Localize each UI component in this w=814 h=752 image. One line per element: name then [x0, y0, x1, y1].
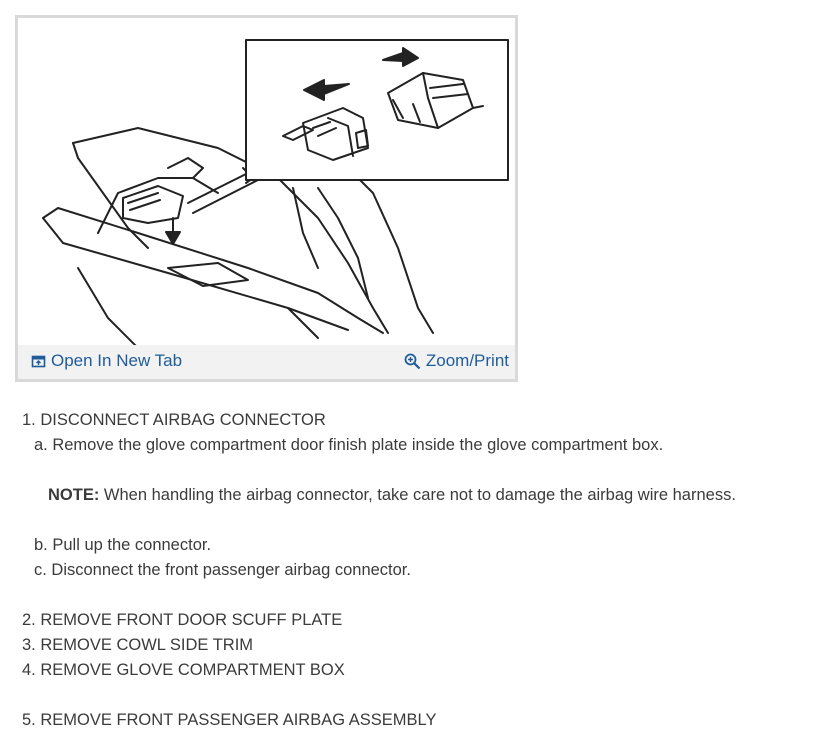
step-3: 3. REMOVE COWL SIDE TRIM: [22, 636, 254, 654]
zoom-icon: [404, 353, 421, 370]
open-in-new-tab-label: Open In New Tab: [51, 351, 183, 370]
step-2: 2. REMOVE FRONT DOOR SCUFF PLATE: [22, 611, 343, 629]
open-new-tab-icon: [31, 354, 46, 369]
note-text: When handling the airbag connector, take care not to damage the airbag wire harness.: [99, 486, 736, 504]
step-1b: b. Pull up the connector.: [34, 536, 212, 554]
step-1a: a. Remove the glove compartment door finish plate inside the glove compartment box.: [34, 436, 664, 454]
step-4: 4. REMOVE GLOVE COMPARTMENT BOX: [22, 661, 345, 679]
step-5: 5. REMOVE FRONT PASSENGER AIRBAG ASSEMBLY: [22, 711, 437, 729]
zoom-print-link[interactable]: [404, 351, 509, 371]
step-1: 1. DISCONNECT AIRBAG CONNECTOR: [22, 411, 326, 429]
note: [22, 483, 736, 508]
step-1c: c. Disconnect the front passenger airbag connector.: [34, 561, 411, 579]
figure-toolbar: [18, 345, 515, 379]
airbag-connector-illustration: [18, 18, 515, 345]
illustration-figure: [15, 15, 518, 382]
note-label: NOTE:: [48, 486, 100, 504]
procedure-steps: [22, 408, 736, 733]
open-in-new-tab-link[interactable]: [31, 351, 182, 371]
zoom-print-label: Zoom/Print: [425, 351, 509, 370]
